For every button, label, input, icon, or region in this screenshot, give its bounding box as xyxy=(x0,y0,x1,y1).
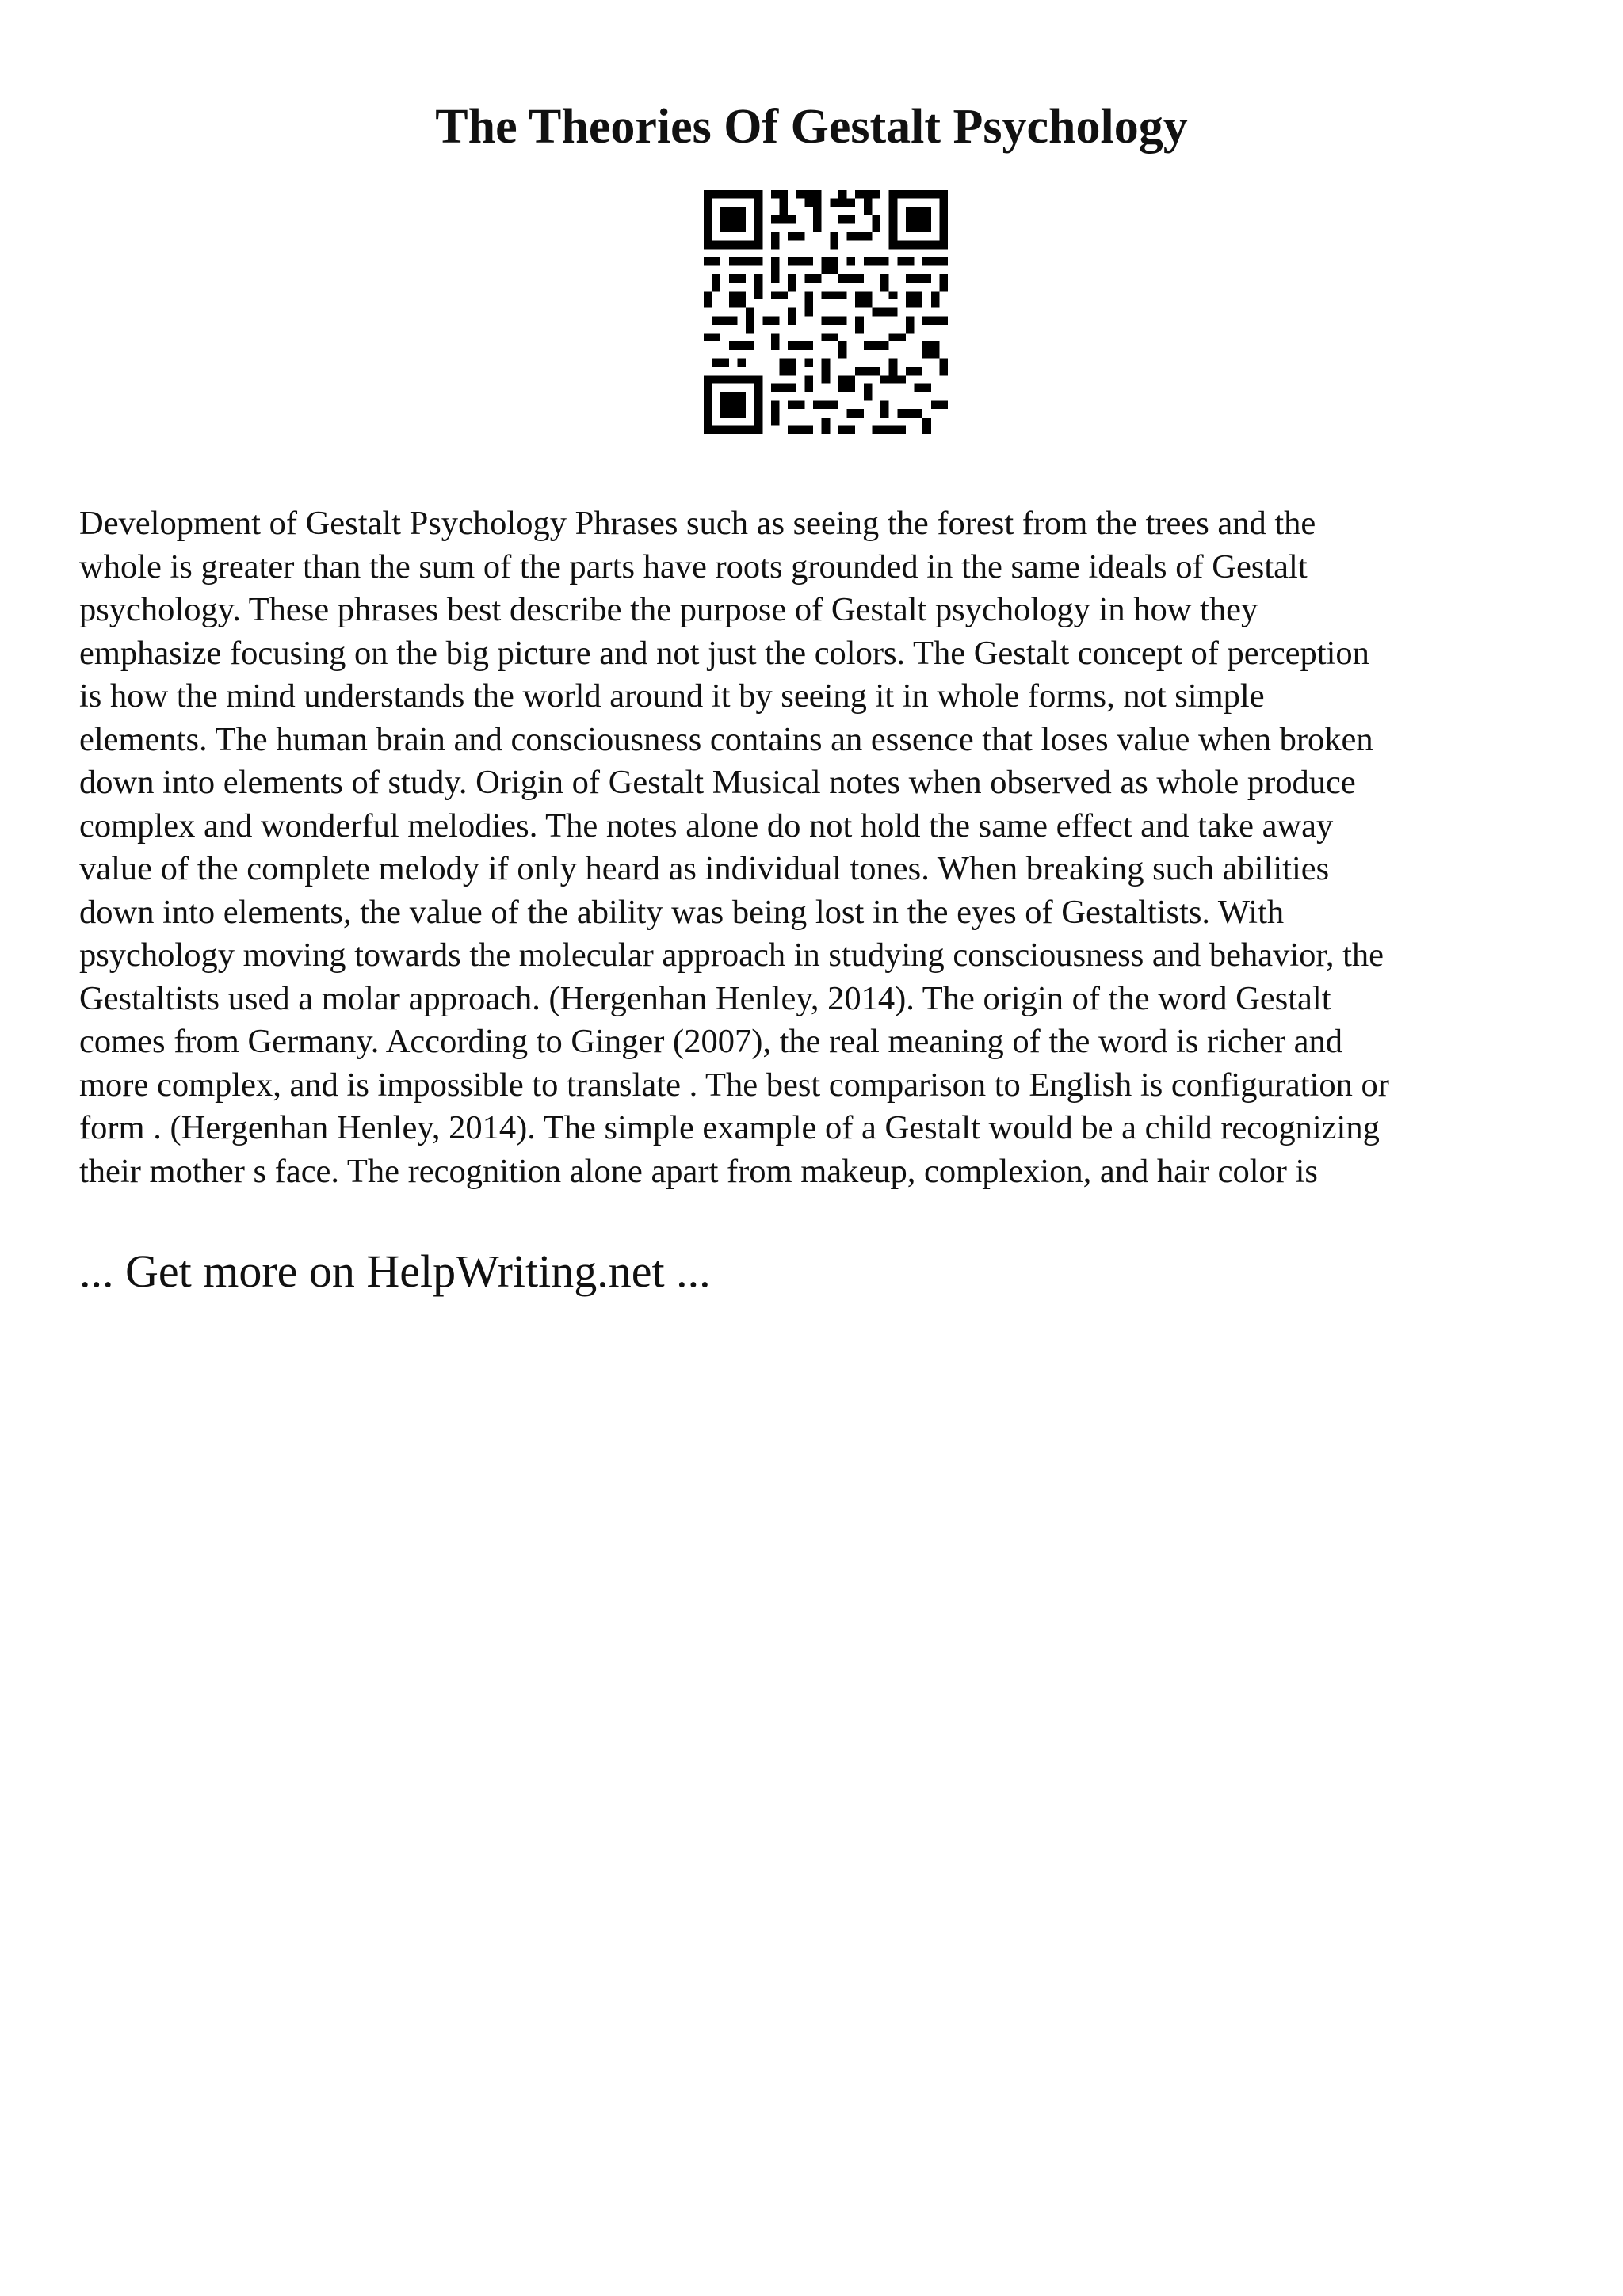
page-title: The Theories Of Gestalt Psychology xyxy=(435,100,1188,154)
helpwriting-link-text: ... Get more on HelpWriting.net ... xyxy=(79,1245,711,1297)
body-line: complex and wonderful melodies. The notes alone do not hold the same effect and take away xyxy=(79,807,1334,845)
body-line: their mother s face. The recognition alone apart from makeup, complexion, and hair color is xyxy=(79,1152,1318,1190)
body-line: value of the complete melody if only heard as individual tones. When breaking such abilities xyxy=(79,850,1330,887)
body-line: psychology moving towards the molecular approach in studying consciousness and behavior, the xyxy=(79,936,1384,974)
body-line: Gestaltists used a molar approach. (Hergenhan Henley, 2014). The origin of the word Gestalt xyxy=(79,979,1331,1017)
body-line: psychology. These phrases best describe the purpose of Gestalt psychology in how they xyxy=(79,591,1258,628)
body-line: whole is greater than the sum of the parts have roots grounded in the same ideals of Gestalt xyxy=(79,547,1308,585)
body-line: emphasize focusing on the big picture and not just the colors. The Gestalt concept of perception xyxy=(79,634,1369,672)
body-line: form . (Hergenhan Henley, 2014). The simple example of a Gestalt would be a child recognizing xyxy=(79,1109,1380,1146)
body-line: more complex, and is impossible to translate . The best comparison to English is configuration or xyxy=(79,1066,1389,1104)
body-line: elements. The human brain and consciousness contains an essence that loses value when broken xyxy=(79,720,1373,758)
body-line: Development of Gestalt Psychology Phrases such as seeing the forest from the trees and the xyxy=(79,505,1316,542)
body-line: down into elements, the value of the ability was being lost in the eyes of Gestaltists. With xyxy=(79,893,1285,931)
body-line: comes from Germany. According to Ginger (2007), the real meaning of the word is richer and xyxy=(79,1023,1343,1060)
body-line: down into elements of study. Origin of Gestalt Musical notes when observed as whole produce xyxy=(79,764,1356,801)
article-body xyxy=(79,502,1545,1193)
body-line: is how the mind understands the world around it by seeing it in whole forms, not simple xyxy=(79,677,1265,715)
qr-code-icon xyxy=(704,190,948,434)
